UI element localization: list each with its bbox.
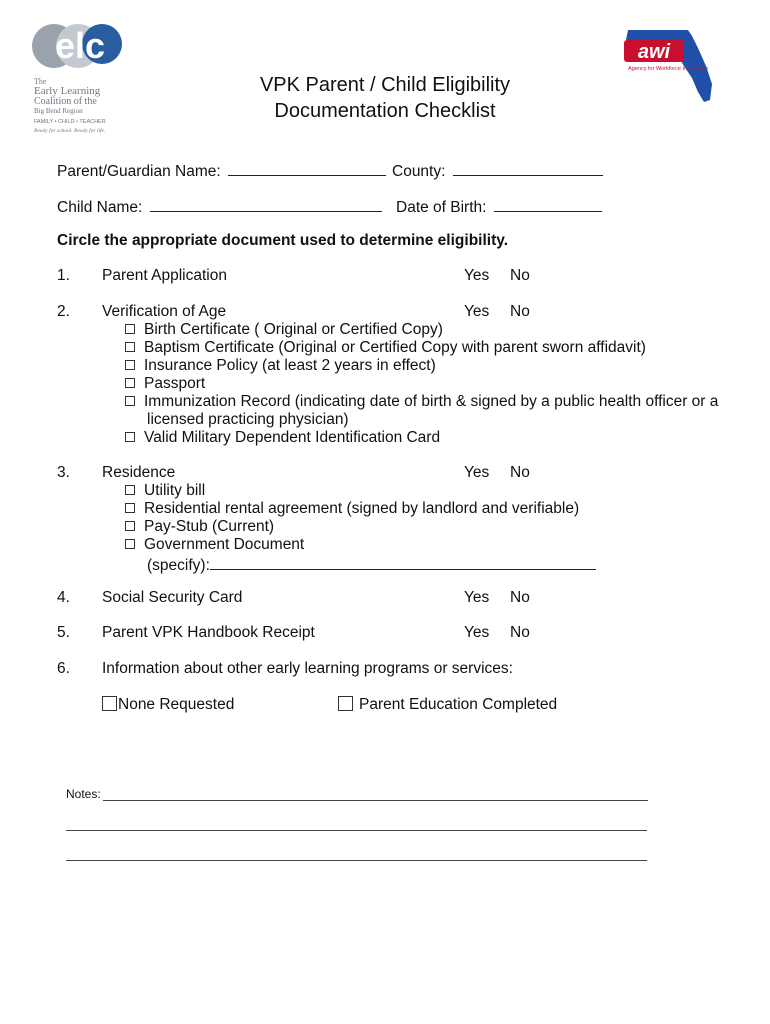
county-blank[interactable] bbox=[453, 160, 603, 176]
item-label-residence: Residence bbox=[102, 464, 176, 481]
item-label-other-programs: Information about other early learning programs or services: bbox=[102, 660, 513, 677]
date-of-birth-label: Date of Birth: bbox=[396, 199, 487, 216]
checkbox-icon[interactable] bbox=[125, 521, 135, 531]
item-5-no[interactable]: No bbox=[510, 624, 530, 641]
elc-logo-text-4: Big Bend Region bbox=[34, 107, 83, 115]
residence-option-government-document[interactable]: Government Document bbox=[125, 536, 304, 554]
checkbox-icon[interactable] bbox=[125, 396, 135, 406]
residence-specify-field[interactable] bbox=[147, 554, 596, 575]
checkbox-icon[interactable] bbox=[125, 539, 135, 549]
svg-text:Agency for Workforce Innovatio: Agency for Workforce Innovation bbox=[628, 66, 708, 72]
residence-option-rental-agreement[interactable]: Residential rental agreement (signed by landlord and verifiable) bbox=[125, 500, 579, 518]
notes-line-1[interactable] bbox=[103, 800, 648, 801]
checkbox-icon[interactable] bbox=[102, 696, 117, 711]
instruction-text: Circle the appropriate document used to determine eligibility. bbox=[57, 232, 509, 249]
option-none-requested[interactable]: None Requested bbox=[102, 696, 234, 714]
residence-specify-label: (specify): bbox=[147, 557, 210, 574]
item-2-no[interactable]: No bbox=[510, 303, 530, 320]
age-option-immunization-record[interactable]: Immunization Record (indicating date of birth & signed by a public health officer or a bbox=[125, 393, 718, 411]
parent-guardian-field[interactable] bbox=[57, 160, 386, 181]
item-number-6: 6. bbox=[57, 660, 70, 677]
elc-logo-tagline: FAMILY • CHILD • TEACHER bbox=[34, 119, 106, 125]
parent-guardian-label: Parent/Guardian Name: bbox=[57, 163, 221, 180]
notes-label: Notes: bbox=[66, 787, 101, 801]
notes-line-3[interactable] bbox=[66, 860, 647, 861]
checkbox-icon[interactable] bbox=[125, 324, 135, 334]
elc-logo-text-3: Coalition of the bbox=[34, 96, 97, 107]
child-name-label: Child Name: bbox=[57, 199, 143, 216]
notes-line-2[interactable] bbox=[66, 830, 647, 831]
checkbox-icon[interactable] bbox=[125, 342, 135, 352]
svg-text:awi: awi bbox=[637, 41, 671, 63]
item-3-yes[interactable]: Yes bbox=[464, 464, 490, 481]
child-name-field[interactable] bbox=[57, 196, 382, 217]
item-number-2: 2. bbox=[57, 303, 70, 320]
age-option-baptism-certificate[interactable]: Baptism Certificate (Original or Certified Copy with parent sworn affidavit) bbox=[125, 339, 646, 357]
option-parent-education-completed[interactable]: Parent Education Completed bbox=[338, 696, 557, 714]
date-of-birth-field[interactable] bbox=[396, 196, 602, 217]
residence-option-pay-stub[interactable]: Pay-Stub (Current) bbox=[125, 518, 274, 536]
item-label-verification-of-age: Verification of Age bbox=[102, 303, 227, 320]
residence-option-utility-bill[interactable]: Utility bill bbox=[125, 482, 205, 500]
checkbox-icon[interactable] bbox=[125, 503, 135, 513]
checkbox-icon[interactable] bbox=[125, 485, 135, 495]
age-option-insurance-policy[interactable]: Insurance Policy (at least 2 years in effect) bbox=[125, 357, 436, 375]
item-number-4: 4. bbox=[57, 589, 70, 606]
item-label-vpk-handbook-receipt: Parent VPK Handbook Receipt bbox=[102, 624, 315, 641]
age-option-birth-certificate[interactable]: Birth Certificate ( Original or Certified Copy) bbox=[125, 321, 443, 339]
item-label-parent-application: Parent Application bbox=[102, 267, 227, 284]
item-1-yes[interactable]: Yes bbox=[464, 267, 490, 284]
county-field[interactable] bbox=[392, 160, 603, 181]
checkbox-icon[interactable] bbox=[338, 696, 353, 711]
checkbox-icon[interactable] bbox=[125, 378, 135, 388]
item-4-yes[interactable]: Yes bbox=[464, 589, 490, 606]
elc-logo-text-2: Early Learning bbox=[34, 85, 101, 97]
elc-logo-text-1: The bbox=[34, 77, 47, 86]
age-option-passport[interactable]: Passport bbox=[125, 375, 205, 393]
parent-guardian-blank[interactable] bbox=[228, 160, 386, 176]
age-option-military-id[interactable]: Valid Military Dependent Identification Card bbox=[125, 429, 440, 447]
elc-logo-motto: Ready for school. Ready for life. bbox=[34, 128, 106, 134]
title-line-1: VPK Parent / Child Eligibility bbox=[259, 74, 511, 96]
county-label: County: bbox=[392, 163, 446, 180]
elc-logo-mark bbox=[30, 22, 130, 70]
residence-specify-blank[interactable] bbox=[210, 554, 596, 570]
age-option-immunization-record-cont: licensed practicing physician) bbox=[147, 411, 349, 428]
item-1-no[interactable]: No bbox=[510, 267, 530, 284]
title-line-2: Documentation Checklist bbox=[274, 100, 496, 122]
date-of-birth-blank[interactable] bbox=[494, 196, 602, 212]
child-name-blank[interactable] bbox=[150, 196, 382, 212]
item-number-3: 3. bbox=[57, 464, 70, 481]
item-number-5: 5. bbox=[57, 624, 70, 641]
item-3-no[interactable]: No bbox=[510, 464, 530, 481]
svg-text:elc: elc bbox=[54, 25, 106, 66]
item-4-no[interactable]: No bbox=[510, 589, 530, 606]
item-5-yes[interactable]: Yes bbox=[464, 624, 490, 641]
item-label-social-security-card: Social Security Card bbox=[102, 589, 243, 606]
item-2-yes[interactable]: Yes bbox=[464, 303, 490, 320]
page-title bbox=[0, 72, 770, 124]
item-number-1: 1. bbox=[57, 267, 70, 284]
checkbox-icon[interactable] bbox=[125, 360, 135, 370]
checkbox-icon[interactable] bbox=[125, 432, 135, 442]
